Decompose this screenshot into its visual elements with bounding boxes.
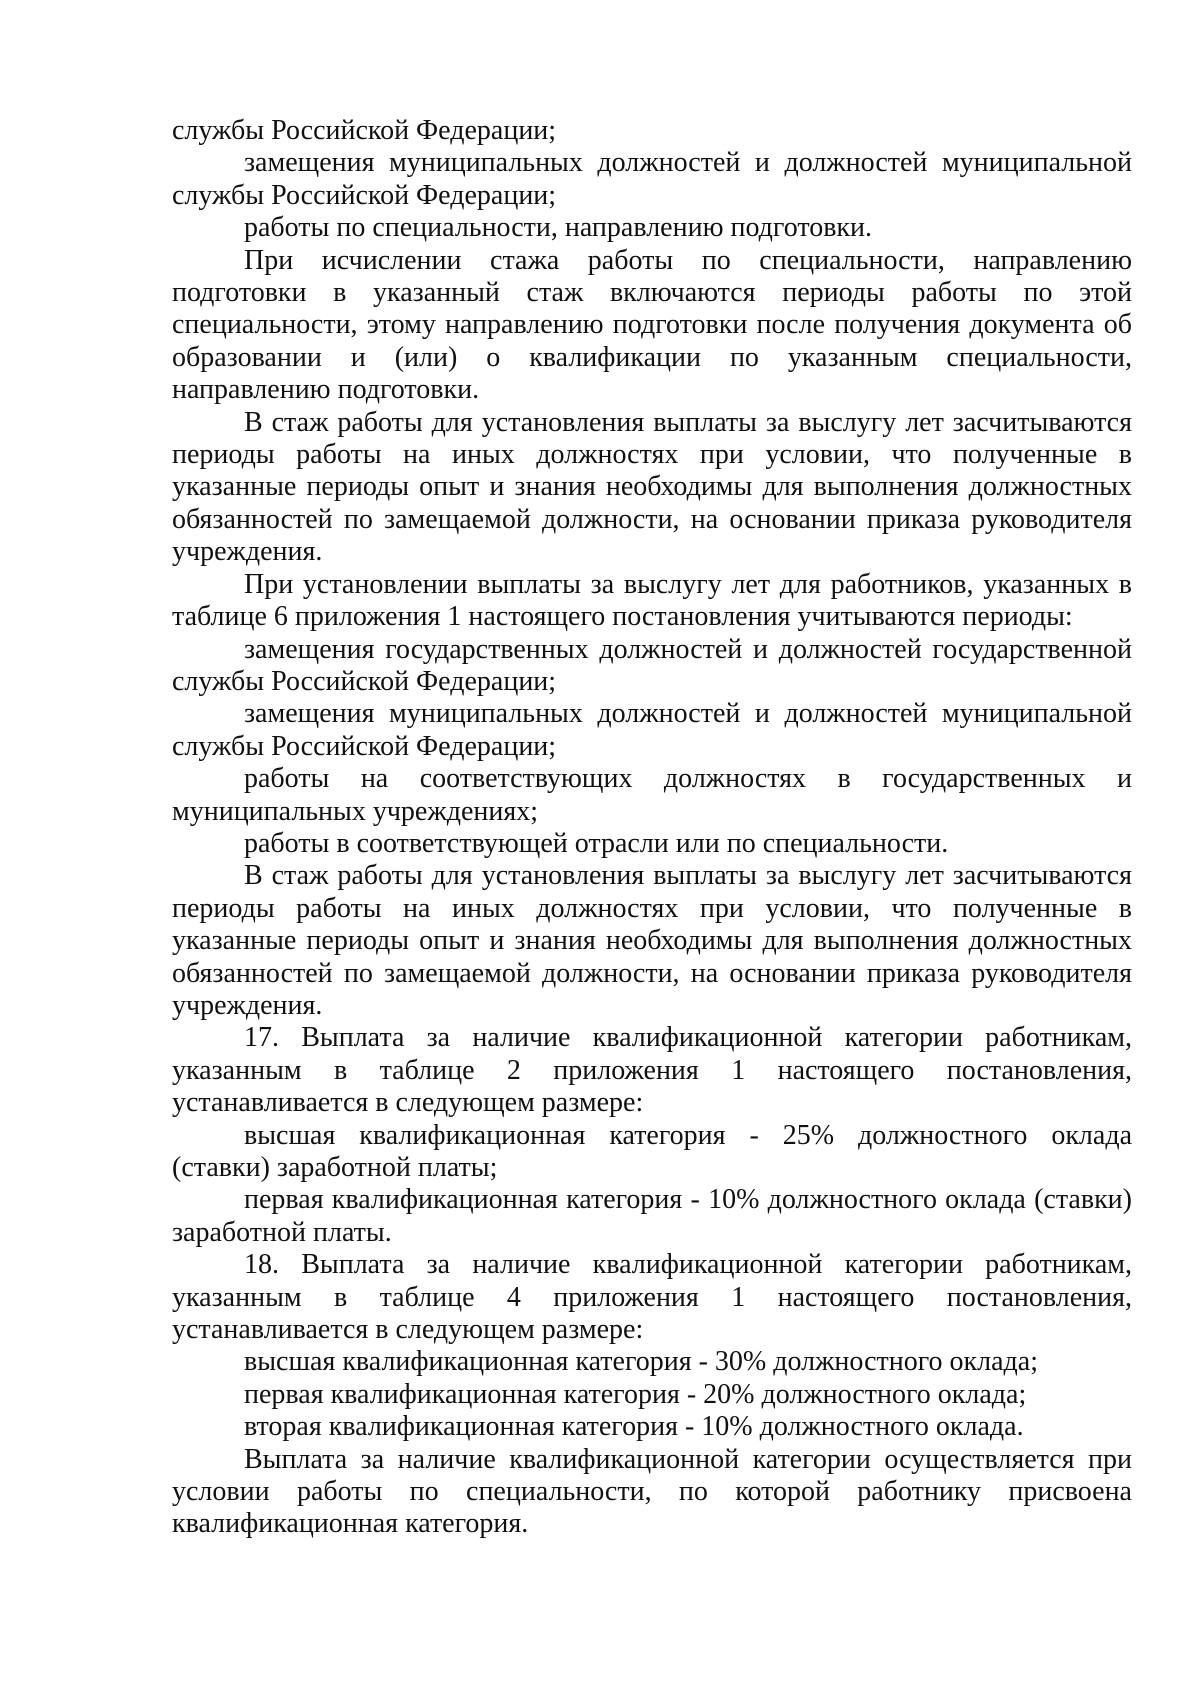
paragraph-category-condition: Выплата за наличие квалификационной категории осуществляется при условии работы по специальности, по которой работнику присвоена квалификационная категория. — [172, 1443, 1132, 1540]
paragraph-18-second: вторая квалификационная категория - 10% должностного оклада. — [244, 1411, 1024, 1443]
paragraph-18-first: первая квалификационная категория - 20% должностного оклада; — [244, 1378, 1027, 1410]
paragraph-item-18: 18. Выплата за наличие квалификационной категории работникам, указанным в таблице 4 приложения 1 настоящего постановления, устанавливается в следующем размере: — [172, 1249, 1132, 1346]
paragraph-municipal-service: замещения муниципальных должностей и должностей муниципальной службы Российской Федерации; — [172, 147, 1132, 211]
paragraph-continuation: службы Российской Федерации; — [172, 115, 557, 146]
paragraph-other-positions: В стаж работы для установления выплаты за выслугу лет засчитываются периоды работы на иных должностях при условии, что полученные в указанные периоды опыт и знания необходимы для выполнения должностных обязанностей по замещаемой должности, на основании приказа руководителя учреждения. — [172, 406, 1132, 568]
paragraph-18-highest: высшая квалификационная категория - 30% должностного оклада; — [244, 1346, 1039, 1378]
paragraph-state-service: замещения государственных должностей и должностей государственной службы Российской Федерации; — [172, 633, 1132, 697]
paragraph-table6-periods: При установлении выплаты за выслугу лет для работников, указанных в таблице 6 приложения 1 настоящего постановления учитываются периоды: — [172, 568, 1132, 633]
paragraph-institutions: работы на соответствующих должностях в государственных и муниципальных учреждениях; — [172, 763, 1132, 827]
paragraph-municipal-service-2: замещения муниципальных должностей и должностей муниципальной службы Российской Федерации; — [172, 698, 1132, 762]
paragraph-17-highest: высшая квалификационная категория - 25% должностного оклада (ставки) заработной платы; — [172, 1119, 1132, 1183]
paragraph-item-17: 17. Выплата за наличие квалификационной категории работникам, указанным в таблице 2 приложения 1 настоящего постановления, устанавливается в следующем размере: — [172, 1022, 1132, 1119]
paragraph-17-first: первая квалификационная категория - 10% должностного оклада (ставки) заработной платы. — [172, 1184, 1132, 1248]
paragraph-specialty-work: работы по специальности, направлению подготовки. — [244, 212, 873, 244]
paragraph-industry: работы в соответствующей отрасли или по специальности. — [244, 827, 949, 859]
document-body — [172, 115, 1132, 1541]
paragraph-other-positions-2: В стаж работы для установления выплаты за выслугу лет засчитываются периоды работы на иных должностях при условии, что полученные в указанные периоды опыт и знания необходимы для выполнения должностных обязанностей по замещаемой должности, на основании приказа руководителя учреждения. — [172, 860, 1132, 1021]
paragraph-specialty-calculation: При исчислении стажа работы по специальности, направлению подготовки в указанный стаж включаются периоды работы по этой специальности, этому направлению подготовки после получения документа об образовании и (или) о квалификации по указанным специальности, направлению подготовки. — [172, 244, 1132, 406]
